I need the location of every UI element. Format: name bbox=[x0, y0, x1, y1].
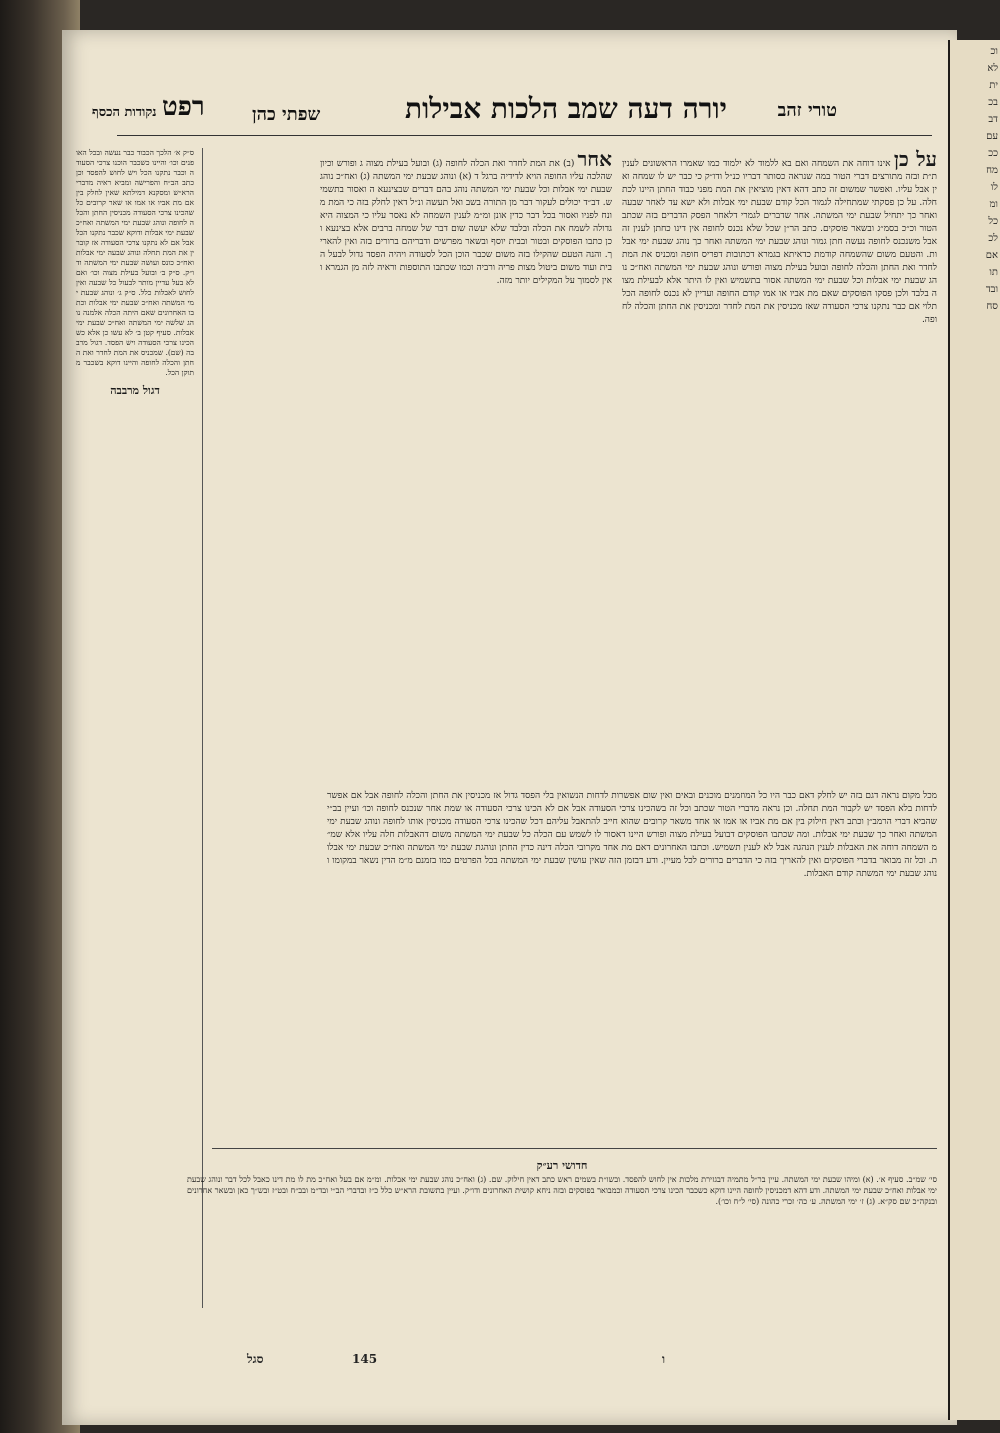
page-header bbox=[92, 82, 937, 142]
fragment: לכ bbox=[988, 233, 998, 244]
column-divider bbox=[202, 148, 203, 1308]
text-column-wide-commentary bbox=[327, 790, 937, 1140]
fragment: ית bbox=[989, 80, 998, 91]
fragment: דב bbox=[988, 114, 998, 125]
fragment: תו bbox=[989, 267, 998, 278]
text-chidushei-body: סי׳ שמ״ב. סעיף א׳. (א) ומיהו שבעת ימי המשתה. עיין בר״ל מתמיה דבגזירת מלכות אין לחוש להפסד. ובשו״ת בשמים ראש כתב דאין חילוק. שם. (ג) ואח״כ נוהג שבעת ימי אבלות. ומ״מ אם בעל ואח״כ מת לו מת דינו כאבל לכל דבר ונוהג שבעת ימי אבלות ואח״כ שבעת ימי המשתה. ודע דהא דמכניסין לחופה היינו דוקא כשכבר הכינו צרכי הסעודה וכמבואר בפוסקים ובזה ניחא קושית האחרונים ודו״ק. ועיין בתשובת הרא״ש כלל כ״ז ובדברי הב״י ובד״מ ובב״ח ובט״ז ובש״ך כאן ובשאר אחרונים ובנקה״כ שם סק״א. (ג) ז׳ ימי המשתה. ע׳ כה׳ זכרי כהונה (סי׳ ל״ח וכו׳). bbox=[187, 1175, 937, 1206]
fragment: לא bbox=[987, 63, 998, 74]
fragment: לו bbox=[990, 182, 998, 193]
text-taz-body: אינו דוחה את השמחה ואם בא ללמוד לא ילמוד כמו שאמרו הראשונים לענין ת״ת ובזה מתורצים דברי הטור במה שנראה כסותר דבריו כנ״ל ודו״ק כי כבר יש לו שמחה ואין אבל עליו. ואפשר שמשום זה כתב דהא דאין מוציאין את המת מפני כבוד החתן היינו לכתחלה. על כן פסקתי שמתחילה לגמור הכל קודם שבעת ימי אבלות ולא ישא עד לאחר שבעה ואחר כך יתחיל שבעת ימי המשתה. אחר שדברים לגמרי דלאחר הפסק הדברים בזה שכתב הטור וכ״כ בסמ״ג ובשאר פוסקים. כתב הר״ן שכל שלא נכנס לחופה אין דינו כחתן לענין זה אבל משנכנס לחופה נעשה חתן גמור ונוהג שבעת ימי המשתה ואחר כך נוהג שבעת ימי אבלות. והטעם משום שהשמחה קודמת כדאיתא בגמרא דכתובות דפריס חופה ומכניס את המת לחדר ואת החתן והכלה לחופה ובועל בעילת מצוה ופורש ונוהג שבעת ימי המשתה ואח״כ נוהג שבעת ימי אבלות וכל שבעת ימי המשתה אסור בתשמיש ואין לו היתר אלא לבעילת מצוה בלבד ולכן פסקו הפוסקים שאם מת אביו או אמו קודם החופה ועדיין לא נכנס לחופה הכל תלוי אם כבר נתקנו צרכי הסעודה שאז מכניסין את המת לחדר ומכניסין את החתן והכלה לחופה. bbox=[622, 159, 937, 325]
header-turei-zahav: טורי זהב bbox=[777, 100, 837, 121]
text-wide-body: מכל מקום נראה דגם בזה יש לחלק דאם כבר היו כל המוזמנים מוכנים ובאים ואין שום אפשרות לדחות הנשואין בלי הפסד גדול אז מכניסין את החתן והכלה לחופה אבל אם אפשר לדחות בלא הפסד יש לקבור המת תחלה. וכן נראה מדברי הטור שכתב וכל זה בשהכינו צרכי הסעודה אבל אם לא הכינו צרכי הסעודה או שמת אחר שנכנס לחופה וכו׳ ועיין בב״י שהביא דברי הרמב״ן וכתב דאין חילוק בין אם מת אביו או אמו או אחד משאר קרובים שהוא חייב להתאבל עליהם דכל שהכינו צרכי הסעודה מכניסין אותו לחופה ונוהג שבעת ימי המשתה ואחר כך שבעת ימי אבלות. ומה שכתבו הפוסקים דבועל בעילת מצוה ופורש היינו דאסור לו לשמש עם הכלה כל שבעת ימי המשתה משום דהאבלות חלה עליו אלא שמ״מ השמחה דוחה את האבלות לענין הנהגה אבל לא לענין תשמיש. וכתבו האחרונים דאם מת אחד מקרובי הכלה דינה כדין החתן ונוהגת שבעת ימי המשתה ואח״כ שבעת ימי אבלות. וכל זה מבואר בדברי הפוסקים ואין להאריך בזה כי הדברים ברורים לכל מעיין. ודע דבזמן הזה שאין עושין שבעת ימי המשתה בכל הפרטים כמו בזמנם מ״מ הדין נשאר במקומו ונוהג שבעת ימי המשתה קודם האבלות. bbox=[327, 791, 937, 879]
notes-divider bbox=[212, 1148, 937, 1149]
text-column-taz bbox=[622, 148, 937, 788]
text-shulchan-aruch-body: (ב) את המת לחדר ואת הכלה לחופה (ג) ובועל בעילת מצוה ג ופורש וכיון שהלכה עליו החופה הויא לדידיה ברגל ד (א) ונוהג שבעת ימי המשתה (ג) ואח״כ נוהג שבעת ימי אבלות וכל שבעת ימי המשתה נוהג בהם דברים שבצינעא ה ואסור בתשמיש. דב״ד יכולים לעקור דבר מן התורה בשב ואל תעשה ונ״ל דאין לחלק בזה כי המת מונח לפניו ואסור בכל דבר כדין אונן ומ״מ לענין השמחה לא נאסר עליו כי המצוה היא גדולה לשמח את הכלה ובלבד שלא יעשה שום דבר של שמחה ברבים אלא בצינעא וכן כתבו הפוסקים ובטור ובבית יוסף ובשאר מפרשים ודבריהם ברורים בזה ואין להאריך. והנה הטעם שהקילו בזה משום שכבר הוכן הכל לסעודה ויהיה הפסד גדול לבעל הבית ועוד משום ביטול מצות פריה ורביה וכמו שכתבו התוספות וראיה לזה מן הגמרא ואין לסמוך על המקילים יותר מזה. bbox=[320, 159, 612, 286]
fragment: אם bbox=[985, 250, 998, 261]
fragment: בכ bbox=[988, 97, 998, 108]
header-siftei-kohen: שפתי כהן bbox=[252, 104, 321, 125]
fragment: ככ bbox=[988, 148, 998, 159]
text-column-shach bbox=[76, 148, 194, 1308]
label-dagul-mervava: דגול מרבבה bbox=[110, 384, 160, 397]
text-column-chidushei bbox=[187, 1160, 937, 1305]
fragment: סח bbox=[986, 301, 998, 312]
footer-page-number: 145 bbox=[352, 1352, 378, 1366]
header-rule bbox=[117, 135, 932, 136]
notes-title: חדושי רע״ק bbox=[536, 1160, 588, 1172]
section-heading-al-ken: על כן bbox=[893, 148, 937, 171]
header-main-title: יורה דעה שמב הלכות אבילות bbox=[405, 92, 727, 125]
fragment: ומ bbox=[989, 199, 998, 210]
adjacent-page-edge bbox=[948, 40, 1000, 1420]
fragment: וכ bbox=[990, 46, 998, 57]
header-nekudot-hakesef: נקודות הכסף bbox=[92, 105, 157, 120]
text-column-shulchan-aruch bbox=[320, 148, 612, 788]
fragment: ובד bbox=[985, 284, 998, 295]
fragment: עם bbox=[986, 131, 998, 142]
fragment: מח bbox=[986, 165, 998, 176]
footer-signature-a: ו bbox=[662, 1352, 666, 1366]
footer-signature-b: סגל bbox=[247, 1352, 264, 1366]
text-shach-body: ס״ק א׳ הלכך הכבוד כבר נעשה ובכל האופנים וכו׳ והיינו כשכבר הוכנו צרכי הסעודה וכבר נתקנו הכל ויש לחוש להפסד וכן כתב הב״ח והפרישה ומביא ראיה מדברי הרא״ש ומסקנא דמילתא שאין לחלק בין אם מת אביו או אמו או שאר קרובים כל שהכינו צרכי הסעודה מכניסין החתן והכלה לחופה ונוהג שבעת ימי המשתה ואח״כ שבעת ימי אבלות ודוקא שכבר נתקנו הכל אבל אם לא נתקנו צרכי הסעודה אז קוברין את המת תחלה ונוהג שבעה ימי אבלות ואח״כ כונס ועושה שבעת ימי המשתה ודו״ק. ס״ק ב׳ ובועל בעילת מצוה וכו׳ ואם לא בעל עדיין מותר לבעול כל שבעה ואין לחוש לאבלות כלל. ס״ק ג׳ ונוהג שבעת ימי המשתה ואח״כ שבעת ימי אבלות וכתבו האחרונים שאם היתה הכלה אלמנה נוהג שלשה ימי המשתה ואח״כ שבעת ימי אבלות. סעיף קטן ב׳ לא עשו כן אלא כשהכינו צרכי הסעודה ויש הפסד. דגול מרבבה (שם). שמכניס את המת לחדר ואת החתן והכלה לחופה והיינו דוקא בשכבר מתוקן הכל. bbox=[76, 148, 194, 377]
book-page bbox=[62, 30, 957, 1425]
fragment: כל bbox=[988, 216, 998, 227]
header-page-hebrew-number: רפט bbox=[162, 92, 205, 122]
section-heading-acher: אחר bbox=[577, 148, 612, 171]
